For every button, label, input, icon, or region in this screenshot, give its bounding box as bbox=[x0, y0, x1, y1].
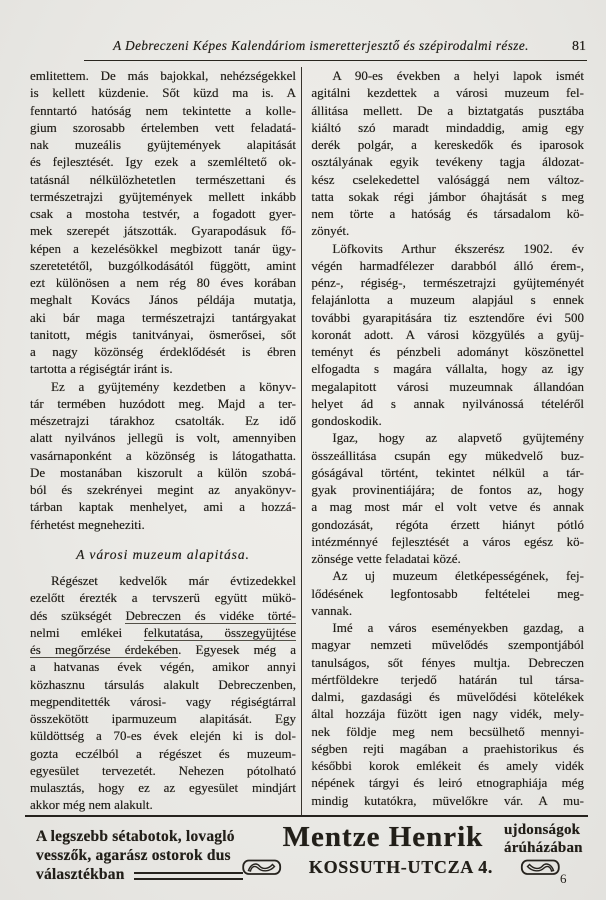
scroll-ornament-icon bbox=[242, 858, 282, 877]
text-line: ból és szekrényei megint az anyakönyv- bbox=[30, 482, 296, 497]
text-line: ségben rejti magában a praehistorikus és bbox=[311, 740, 584, 756]
text-line: kiáltó szó maradt mindaddig, amig egy bbox=[311, 119, 584, 135]
text-line: tár termében huzódott meg. Majd a ter- bbox=[30, 395, 296, 411]
text-line: képen a kezelésökkel megbizott tanár ügy- bbox=[30, 240, 296, 256]
text-line: vasárnaponként a közönség is látogathatta. bbox=[30, 447, 296, 463]
text-line: fenntartó hatóság nem tekintette a kolle- bbox=[30, 102, 296, 118]
text-line: Az uj muzeum életképességének, fej- bbox=[332, 568, 584, 584]
text-line: közhasznu társulás alakult Debreczenben, bbox=[30, 676, 296, 692]
text-line: agitálni kezdettek a városi muzeum fel- bbox=[311, 85, 584, 101]
text-line: népének tárgyi és leiró etnographiája még bbox=[311, 775, 584, 791]
text-line: tatásnál nélkülözhetetlen természettani és bbox=[30, 171, 296, 187]
running-header bbox=[84, 38, 586, 55]
text-line: is kellett küzdenie. Sőt küzd ma is. A bbox=[30, 85, 296, 101]
text-line: megpenditették városi- vagy régiségtárral bbox=[30, 693, 296, 709]
text-line: Löfkovits Arthur ékszerész 1902. év bbox=[332, 240, 584, 256]
text-line: dés szükségét Debreczen és vidéke törté- bbox=[30, 607, 296, 623]
text-line: Régészet kedvelők már évtizedekkel bbox=[51, 573, 296, 588]
text-line: nem törte a hatóság és társadalom kö- bbox=[311, 206, 584, 221]
text-line: kész cselekedettel valósággá nem változ- bbox=[311, 171, 584, 187]
text-line: mulasztás, hogy ez az egyesület mindjárt bbox=[30, 780, 296, 795]
text-line: a nagy közönség érdeklődését is ébren bbox=[30, 344, 296, 359]
text-line: tanulságos, sőt fényes multja. Debreczen bbox=[311, 654, 584, 670]
text-line: osztályának egyik tevékeny tagja áldozat- bbox=[311, 154, 584, 170]
pencil-underline: és megőrzése érdekében bbox=[30, 642, 179, 657]
page-number: 81 bbox=[572, 39, 586, 54]
text-line: vannak. bbox=[311, 602, 353, 618]
text-line: dalmi, gazdasági és müvelődési kötelékek bbox=[311, 689, 584, 704]
text-line: teményt és pénzbeli adományt köszönettel bbox=[311, 344, 584, 359]
signature-mark: 6 bbox=[560, 871, 567, 886]
ad-offer-line: A legszebb sétabotok, lovagló bbox=[36, 828, 235, 845]
text-line: gondozását, régóta érzett hiányt pótló bbox=[311, 516, 584, 532]
text-line: gium szorosabb értelemben vett feladatá- bbox=[30, 119, 296, 135]
text-line: A 90-es években a helyi lapok ismét bbox=[332, 68, 584, 83]
text-line: alatt nyilvános jellegü is volt, amennyiben bbox=[30, 430, 296, 446]
text-line: elfogadta s magára vállalta, hogy az igy bbox=[311, 361, 584, 377]
text-line: Ez a gyüjtemény kezdetben a könyv- bbox=[51, 378, 296, 394]
text-line: nek földje meg nem becsülhető mennyi- bbox=[311, 723, 584, 739]
text-line: tartotta a régiségtár iránt is. bbox=[30, 361, 173, 377]
text-line: gyak provinentiájára; de fontos az, hogy bbox=[311, 482, 584, 497]
section-heading: A városi muzeum alapitása. bbox=[76, 546, 250, 562]
text-line: és fejlesztését. Igy ezek a szemléltető ok- bbox=[30, 154, 296, 170]
text-line: nak muzeális gyüjtemények alapitását bbox=[30, 137, 296, 152]
text-line: ezt különösen a nem rég 80 éves korában bbox=[30, 275, 296, 290]
text-line: küldöttség a 70-es évek elején ki is dol- bbox=[30, 728, 296, 744]
text-line: tanitott, mégis tanitványai, ösmerősei, sőt bbox=[30, 326, 296, 342]
text-line: gozta eczélból a régészet és muzeum- bbox=[30, 745, 296, 761]
text-line: zönsége vette feladatai közé. bbox=[311, 551, 461, 566]
ad-slogan-line: ujdonságok bbox=[504, 822, 581, 838]
double-rule bbox=[134, 872, 243, 880]
ad-offer-text bbox=[36, 828, 243, 884]
text-line: akkor még nem alakult. bbox=[30, 797, 153, 813]
header-rule bbox=[84, 60, 587, 61]
text-line: természetrajzi gyüjtemények mellett inkább bbox=[30, 188, 296, 204]
text-line: felajánlotta a muzeum alapjául s ennek bbox=[311, 292, 584, 308]
text-line: állitása mellett. De a biztatgatás pusztába bbox=[311, 102, 584, 118]
text-line: ezelőtt érezték a tervszerü együtt mükö- bbox=[30, 590, 296, 606]
text-line: De mostanában kiszorult a külön szobá- bbox=[30, 464, 296, 480]
ad-brand-name: Mentze Henrik bbox=[282, 821, 484, 853]
scroll-ornament-icon bbox=[520, 858, 560, 877]
text-line: további gyarapitására tiz esztendőre évi 500 bbox=[311, 309, 584, 325]
text-line: tatta sokak régi jámbor óhajtását s meg bbox=[311, 188, 584, 204]
pencil-underline: Debreczen és vidéke törté- bbox=[125, 607, 296, 623]
text-line: koronát adott. A városi közgyülés a gyüj- bbox=[311, 326, 584, 342]
text-line: meghalt Kovács János példája mutatja, bbox=[30, 292, 296, 308]
ad-offer-line: vesszők, agarász ostorok dus bbox=[36, 846, 231, 864]
column-left bbox=[30, 67, 296, 815]
pencil-underline: felkutatása, összegyüjtése bbox=[143, 624, 296, 640]
text-line: Imé a város eseményekben gazdag, a bbox=[332, 620, 584, 635]
paragraph bbox=[30, 572, 296, 814]
text-line: férhetést megneheziti. bbox=[30, 516, 145, 532]
text-line: mek szerepét játszották. Gyarapodásuk fő- bbox=[30, 223, 296, 239]
text-columns bbox=[30, 67, 584, 815]
text-line: csak a mostoha testvér, a fogadott gyer- bbox=[30, 206, 296, 221]
text-line: és megőrzése érdekében. Egyesek még a bbox=[30, 642, 296, 657]
text-line: összekötött iparmuzeum alapitását. Egy bbox=[30, 711, 296, 726]
text-line: szeretetétől, buzgólkodásától függött, amint bbox=[30, 257, 296, 273]
ad-offer-line bbox=[36, 866, 243, 885]
text-line: a mag most már el volt vetve és annak bbox=[311, 499, 584, 515]
text-line: nelmi emlékei felkutatása, összegyüjtése bbox=[30, 624, 296, 640]
column-right bbox=[311, 67, 584, 815]
paragraph bbox=[311, 67, 584, 240]
text-line: lődésének legfontosabb feltételei meg- bbox=[311, 585, 584, 601]
text-line: helyet ád s annak nyilvánossá tételéről bbox=[311, 395, 584, 411]
text-line: intézménnyé fejlesztését a város egész kö- bbox=[311, 533, 584, 549]
ad-address-row bbox=[242, 857, 560, 878]
ad-slogan-line: árúházában bbox=[504, 839, 583, 856]
header-title: A Debreczeni Képes Kalendáriom ismeretterjesztő és szépirodalmi része. bbox=[113, 38, 529, 53]
paragraph bbox=[311, 429, 584, 567]
text-line: góságával történt, tekintet nélkül a tár- bbox=[311, 464, 584, 480]
text-line: derék polgár, a kereskedők és iparosok bbox=[311, 137, 584, 152]
text-line: által hozzája füzött igen nagy vidék, mely- bbox=[311, 706, 584, 722]
text-line: mértföldekre terjedő határán tul társa- bbox=[311, 671, 584, 687]
footer-rule bbox=[25, 815, 588, 817]
ad-offer-word: választékban bbox=[36, 865, 125, 883]
text-line: emlitettem. De más bajokkal, nehézségekkel bbox=[30, 68, 296, 83]
paragraph bbox=[30, 378, 296, 533]
text-line: pénz-, régiség-, természetrajzi gyüjteményét bbox=[311, 275, 584, 290]
text-line: gondoskodik. bbox=[311, 413, 382, 428]
text-line: tárban kaptak menhelyet, ami a hozzá- bbox=[30, 499, 296, 515]
text-line: végén harmadfélezer darabból álló érem-, bbox=[311, 257, 584, 273]
text-line: a hatvanas évek végén, amikor annyi bbox=[30, 659, 296, 675]
ad-slogan bbox=[504, 822, 602, 857]
text-line: későbbi korok emlékeit és amely vidék bbox=[311, 758, 584, 773]
text-line: aki bár maga természetrajzi tantárgyakat bbox=[30, 309, 296, 325]
text-line: egyesület tervezetét. Nehezen pótolható bbox=[30, 762, 296, 778]
paragraph bbox=[311, 619, 584, 809]
column-divider bbox=[301, 67, 302, 815]
paragraph bbox=[311, 567, 584, 619]
ad-address: KOSSUTH-UTCZA 4. bbox=[308, 857, 494, 877]
text-line: összeállitása csupán egy mükedvelő buz- bbox=[311, 447, 584, 463]
text-line: mészetrajzi tárakhoz csatolták. Ez idő bbox=[30, 413, 296, 428]
text-line: mindig kutatókra, müvelőkre vár. A mu- bbox=[311, 792, 584, 808]
text-line: zönyét. bbox=[311, 223, 350, 239]
text-line: Igaz, hogy az alapvető gyüjtemény bbox=[332, 430, 584, 446]
paragraph bbox=[311, 240, 584, 430]
text-line: magyar nemzeti müvelődés szempontjából bbox=[311, 637, 584, 653]
paragraph bbox=[30, 67, 296, 378]
text-line: megalapitott városi muzeumnak állandóan bbox=[311, 378, 584, 394]
